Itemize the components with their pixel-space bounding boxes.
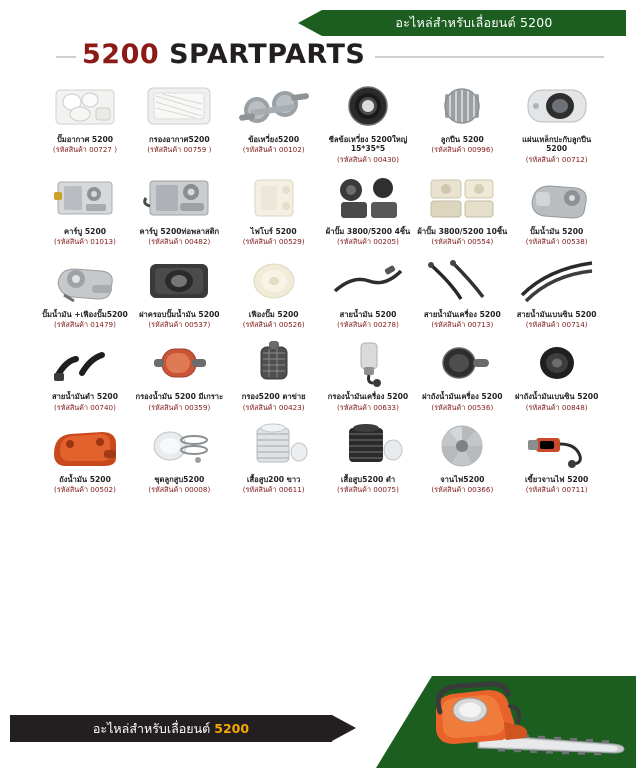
part-name: เขี้ยวจานไฟ 5200 bbox=[524, 474, 589, 484]
part-code: (รหัสสินค้า 00714) bbox=[525, 320, 588, 330]
part-code: (รหัสสินค้า 00711) bbox=[525, 485, 588, 495]
part-code: (รหัสสินค้า 00482) bbox=[148, 237, 211, 247]
part-name: ฝาถังน้ำมันเครื่อง 5200 bbox=[422, 392, 503, 402]
part-code: (รหัสสินค้า 00526) bbox=[242, 320, 305, 330]
part-name: เสื้อสูบ5200 ดำ bbox=[340, 474, 396, 484]
part-cell[interactable] bbox=[227, 335, 321, 416]
ignition-coil-icon bbox=[514, 420, 600, 472]
chainsaw-illustration bbox=[418, 678, 628, 764]
part-cell[interactable] bbox=[132, 170, 226, 251]
part-cell[interactable] bbox=[510, 335, 604, 416]
part-code: (รหัสสินค้า 00205) bbox=[337, 237, 399, 247]
part-cell[interactable] bbox=[38, 253, 132, 334]
pump-gear-icon bbox=[231, 255, 317, 307]
part-cell[interactable] bbox=[321, 170, 415, 251]
part-cell[interactable] bbox=[38, 335, 132, 416]
part-code: (รหัสสินค้า 00740) bbox=[54, 402, 116, 412]
page-title-number: 5200 bbox=[82, 39, 160, 70]
top-banner bbox=[322, 10, 626, 36]
part-cell[interactable] bbox=[415, 335, 509, 416]
part-name: ผ้าปั๊ม 3800/5200 4ชิ้น bbox=[325, 227, 411, 237]
fuel-filter-shield-icon bbox=[136, 337, 222, 389]
part-code: (รหัสสินค้า 00633) bbox=[337, 402, 399, 412]
top-banner-label: อะไหล่สำหรับเลื่อยนต์ 5200 bbox=[395, 15, 553, 30]
fuel-line-icon bbox=[514, 255, 600, 307]
part-cell[interactable] bbox=[38, 418, 132, 499]
engine-oil-line-icon bbox=[419, 255, 505, 307]
part-cell[interactable] bbox=[132, 253, 226, 334]
part-cell[interactable] bbox=[227, 78, 321, 168]
mesh-filter-icon bbox=[231, 337, 317, 389]
oil-pump-gear-icon bbox=[42, 255, 128, 307]
part-code: (รหัสสินค้า 00848) bbox=[525, 402, 588, 412]
part-code: (รหัสสินค้า 00759 ) bbox=[147, 145, 212, 155]
piston-kit-icon bbox=[136, 420, 222, 472]
part-name: คาร์บู 5200 bbox=[63, 227, 107, 237]
part-cell[interactable] bbox=[132, 418, 226, 499]
page-title bbox=[76, 38, 375, 72]
part-name: คาร์บู 5200ท่อพลาสติก bbox=[139, 227, 220, 237]
part-name: ลูกปืน 5200 bbox=[440, 135, 484, 144]
part-code: (รหัสสินค้า 00554) bbox=[431, 237, 494, 247]
part-code: (รหัสสินค้า 00611) bbox=[242, 485, 305, 495]
part-name: กรองน้ำมันเครื่อง 5200 bbox=[327, 392, 409, 402]
part-code: (รหัสสินค้า 00102) bbox=[242, 145, 305, 155]
part-code: (รหัสสินค้า 00529) bbox=[242, 237, 305, 247]
title-row bbox=[0, 38, 636, 72]
cylinder-black-icon bbox=[325, 420, 411, 472]
part-code: (รหัสสินค้า 00727 ) bbox=[52, 145, 118, 155]
part-code: (รหัสสินค้า 00278) bbox=[337, 320, 399, 330]
part-cell[interactable] bbox=[510, 170, 604, 251]
part-name: ถังน้ำมัน 5200 bbox=[59, 474, 111, 484]
part-name: ปั๊มน้ำมัน 5200 bbox=[530, 227, 584, 237]
part-name: สายน้ำมันเบนซิน 5200 bbox=[516, 309, 597, 319]
part-code: (รหัสสินค้า 01013) bbox=[54, 237, 116, 247]
fuel-tank-cap-icon bbox=[514, 337, 600, 389]
part-cell[interactable] bbox=[227, 418, 321, 499]
part-cell[interactable] bbox=[321, 418, 415, 499]
part-name: จานไฟ5200 bbox=[440, 474, 485, 484]
part-cell[interactable] bbox=[415, 170, 509, 251]
part-code: (รหัสสินค้า 00712) bbox=[525, 154, 588, 164]
air-filter-icon bbox=[136, 80, 222, 132]
part-cell[interactable] bbox=[38, 78, 132, 168]
bearing-plate-icon bbox=[514, 80, 600, 132]
fiber-gasket-icon bbox=[231, 172, 317, 224]
part-cell[interactable] bbox=[321, 253, 415, 334]
part-name: เสื้อสูบ200 ขาว bbox=[246, 474, 301, 484]
crankshaft-icon bbox=[231, 80, 317, 132]
air-pump-icon bbox=[42, 80, 128, 132]
part-cell[interactable] bbox=[227, 170, 321, 251]
part-cell[interactable] bbox=[38, 170, 132, 251]
part-code: (รหัสสินค้า 00366) bbox=[431, 485, 494, 495]
footer-banner-highlight: 5200 bbox=[214, 720, 250, 736]
part-name: ฝาถังน้ำมันเบนซิน 5200 bbox=[514, 392, 599, 402]
part-name: ปั๊มน้ำมัน +เฟืองปั๊ม5200 bbox=[42, 309, 128, 319]
part-name: กรอง5200 ตาข่าย bbox=[241, 392, 306, 402]
part-cell[interactable] bbox=[415, 418, 509, 499]
part-cell[interactable] bbox=[321, 78, 415, 168]
part-name: แผ่นเหล็กปะกับลูกปืน 5200 bbox=[522, 135, 592, 154]
oil-tank-cap-icon bbox=[419, 337, 505, 389]
part-name: ข้อเหวี่ยง5200 bbox=[248, 135, 300, 144]
carburetor-icon bbox=[42, 172, 128, 224]
part-code: (รหัสสินค้า 00538) bbox=[525, 237, 588, 247]
part-cell[interactable] bbox=[227, 253, 321, 334]
parts-grid bbox=[38, 78, 604, 498]
oil-line-icon bbox=[325, 255, 411, 307]
cylinder-white-icon bbox=[231, 420, 317, 472]
diaphragm-set-4-icon bbox=[325, 172, 411, 224]
engine-oil-filter-icon bbox=[325, 337, 411, 389]
part-name: ปั๊มอากาศ 5200 bbox=[56, 135, 114, 144]
part-name: สายน้ำมันเครื่อง 5200 bbox=[423, 309, 501, 319]
part-name: สายน้ำมัน 5200 bbox=[339, 309, 397, 319]
oil-pump-icon bbox=[514, 172, 600, 224]
footer-banner-label bbox=[93, 719, 249, 739]
part-name: ชุดลูกสูบ5200 bbox=[154, 474, 205, 484]
part-cell[interactable] bbox=[510, 78, 604, 168]
part-code: (รหัสสินค้า 00359) bbox=[148, 402, 211, 412]
part-name: กรองน้ำมัน 5200 มีเกราะ bbox=[135, 392, 224, 402]
part-code: (รหัสสินค้า 00996) bbox=[431, 145, 494, 155]
part-cell[interactable] bbox=[415, 78, 509, 168]
needle-bearing-icon bbox=[419, 80, 505, 132]
part-code: (รหัสสินค้า 00008) bbox=[148, 485, 211, 495]
part-cell[interactable] bbox=[321, 335, 415, 416]
part-cell[interactable] bbox=[510, 253, 604, 334]
part-name: สายน้ำมันดำ 5200 bbox=[52, 392, 118, 402]
black-oil-line-icon bbox=[42, 337, 128, 389]
flywheel-icon bbox=[419, 420, 505, 472]
footer-banner-prefix: อะไหล่สำหรับเลื่อยนต์ bbox=[92, 720, 215, 736]
part-code: (รหัสสินค้า 00536) bbox=[431, 402, 494, 412]
part-name: ผ้าปั๊ม 3800/5200 10ชิ้น bbox=[417, 227, 508, 237]
part-code: (รหัสสินค้า 00075) bbox=[337, 485, 399, 495]
part-code: (รหัสสินค้า 00537) bbox=[148, 320, 211, 330]
page-title-word: SPARTPARTS bbox=[169, 39, 366, 70]
part-name: ฝาครอบปั๊มน้ำมัน 5200 bbox=[139, 309, 220, 319]
part-cell[interactable] bbox=[132, 335, 226, 416]
pump-cover-icon bbox=[136, 255, 222, 307]
part-code: (รหัสสินค้า 00713) bbox=[431, 320, 494, 330]
part-cell[interactable] bbox=[510, 418, 604, 499]
part-code: (รหัสสินค้า 00423) bbox=[242, 402, 305, 412]
crank-seal-icon bbox=[325, 80, 411, 132]
part-code: (รหัสสินค้า 00502) bbox=[54, 485, 116, 495]
part-name: เฟืองปั๊ม 5200 bbox=[248, 309, 299, 319]
fuel-tank-icon bbox=[42, 420, 128, 472]
part-cell[interactable] bbox=[415, 253, 509, 334]
footer-banner bbox=[10, 715, 332, 742]
part-code: (รหัสสินค้า 00430) bbox=[337, 154, 399, 164]
part-name: ไฟโบร์ 5200 bbox=[250, 227, 297, 237]
part-cell[interactable] bbox=[132, 78, 226, 168]
diaphragm-set-10-icon bbox=[419, 172, 505, 224]
carburetor-plastic-icon bbox=[136, 172, 222, 224]
part-name: กรองอากาศ5200 bbox=[149, 135, 210, 144]
part-code: (รหัสสินค้า 01479) bbox=[54, 320, 116, 330]
part-name: ซีลข้อเหวี่ยง 5200ใหญ่ 15*35*5 bbox=[328, 135, 408, 154]
